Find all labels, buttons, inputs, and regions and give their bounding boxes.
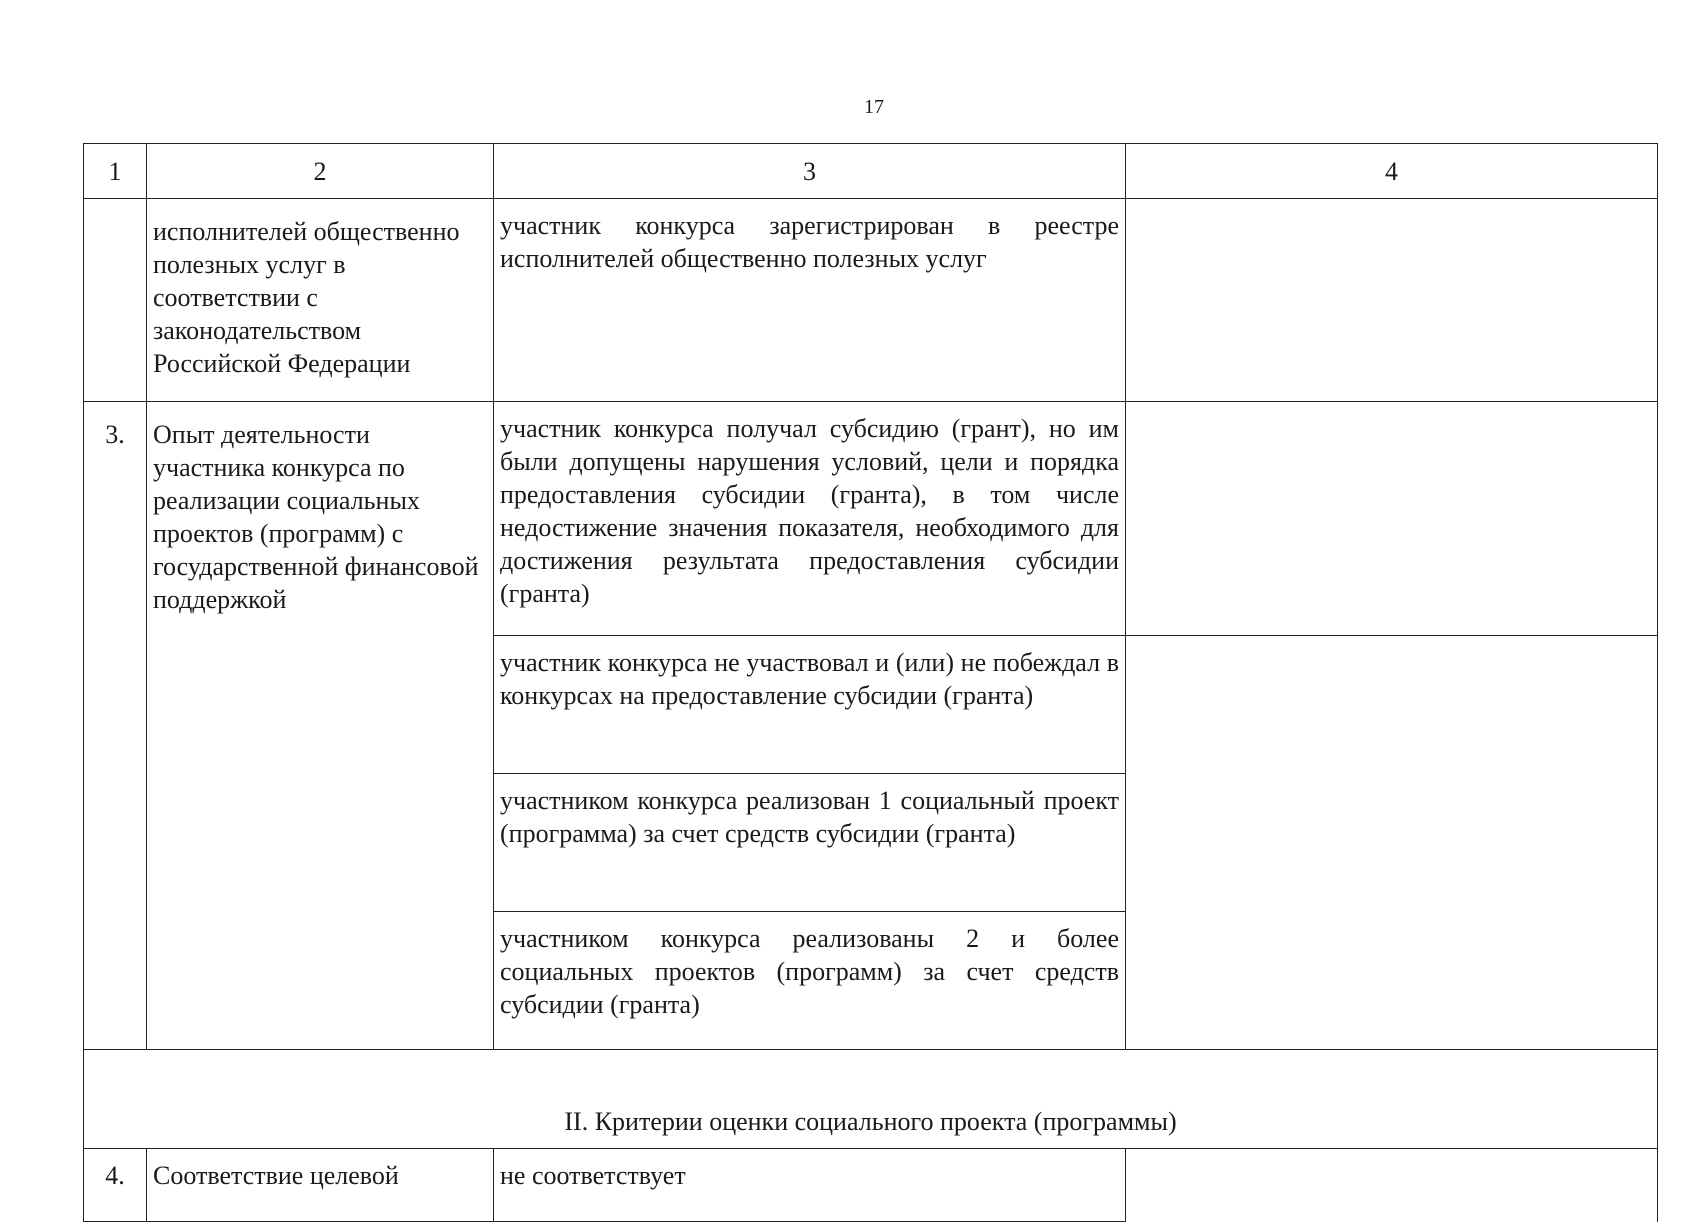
row-number-cell: 3. [84,402,147,1050]
page-number: 17 [864,96,884,118]
row-number-cell [84,199,147,402]
score-cell [1126,199,1658,402]
section-header-row [84,1050,1658,1149]
header-col-2: 2 [147,144,494,199]
score-cell [1126,402,1658,636]
option-cell: участник конкурса не участвовал и (или) не побеждал в конкурсах на предоставление субсидии (гранта) [494,636,1126,774]
row-number-cell: 4. [84,1149,147,1222]
option-cell: участник конкурса зарегистрирован в реестре исполнителей общественно полезных услуг [494,199,1126,402]
header-col-4: 4 [1126,144,1658,199]
table-header-row [84,144,1658,199]
criterion-cell: Опыт деятельности участника конкурса по реализации социальных проектов (программ) с государственной финансовой поддержкой [147,402,494,1050]
table-row [84,199,1658,402]
score-cell [1126,1149,1658,1222]
criterion-cell: Соответствие целевой [147,1149,494,1222]
score-cell [1126,636,1658,1050]
section-title: II. Критерии оценки социального проекта (программы) [84,1050,1658,1149]
table-row [84,402,1658,636]
criterion-cell: исполнителей общественно полезных услуг в соответствии с законодательством Российской Федерации [147,199,494,402]
option-cell: не соответствует [494,1149,1126,1222]
option-cell: участник конкурса получал субсидию (грант), но им были допущены нарушения условий, цели и порядка предоставления субсидии (гранта), в том числе недостижение значения показателя, необходимого для достижения результата предоставления субсидии (гранта) [494,402,1126,636]
table-row [84,1149,1658,1222]
option-cell: участником конкурса реализованы 2 и более социальных проектов (программ) за счет средств субсидии (гранта) [494,912,1126,1050]
criteria-table [83,143,1658,1222]
header-col-1: 1 [84,144,147,199]
header-col-3: 3 [494,144,1126,199]
option-cell: участником конкурса реализован 1 социальный проект (программа) за счет средств субсидии (гранта) [494,774,1126,912]
